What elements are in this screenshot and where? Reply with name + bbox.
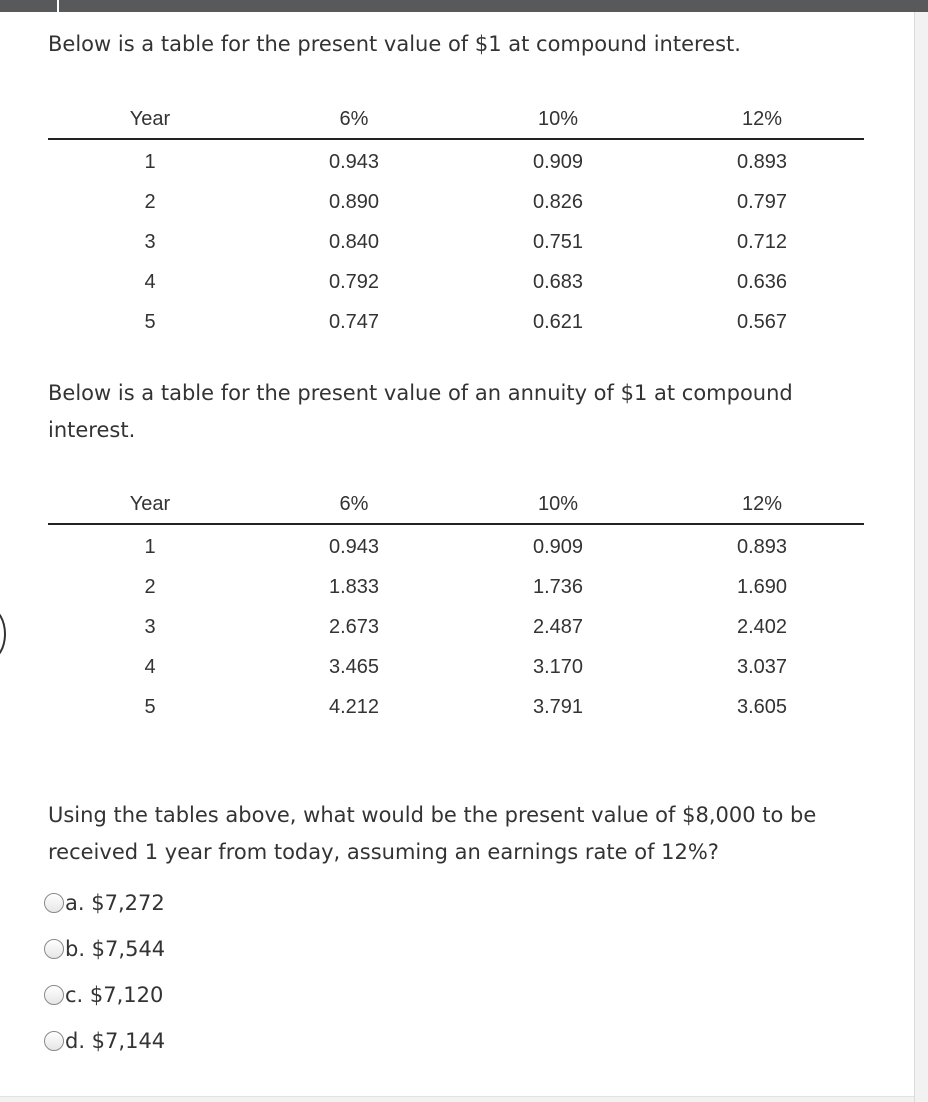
header-rate: 10% (537, 108, 579, 130)
option-label[interactable]: d. $7,144 (65, 1029, 166, 1053)
header-year: Year (129, 108, 171, 130)
header-rate: 6% (339, 108, 369, 130)
radio-button[interactable] (44, 893, 64, 913)
cell-value: 0.797 (736, 191, 788, 213)
cell-value: 0.621 (532, 311, 584, 333)
cell-value: 2.487 (532, 616, 584, 638)
cell-year: 5 (144, 311, 156, 333)
table-row (48, 300, 864, 340)
option-b[interactable] (44, 926, 165, 972)
annuity-table (48, 485, 864, 725)
option-a[interactable] (44, 880, 165, 926)
cell-value: 3.465 (328, 656, 380, 678)
header-rate: 10% (537, 493, 579, 515)
header-rate: 12% (741, 108, 783, 130)
cell-year: 3 (144, 616, 156, 638)
cell-value: 0.567 (736, 311, 788, 333)
cell-value: 4.212 (328, 696, 380, 718)
header-rate: 6% (339, 493, 369, 515)
cell-value: 0.712 (736, 231, 788, 253)
present-value-table (48, 100, 864, 340)
radio-button[interactable] (44, 939, 64, 959)
cell-year: 3 (144, 231, 156, 253)
header-year: Year (129, 493, 171, 515)
cell-value: 3.037 (736, 656, 788, 678)
cell-year: 4 (144, 656, 156, 678)
cell-value: 0.909 (532, 536, 584, 558)
cell-value: 2.402 (736, 616, 788, 638)
question-text: Using the tables above, what would be the present value of $8,000 to be received 1 year from today, assuming an earnings rate of 12%? (48, 803, 817, 864)
option-label[interactable]: a. $7,272 (65, 891, 165, 915)
cell-value: 0.943 (328, 536, 380, 558)
cell-value: 0.636 (736, 271, 788, 293)
cell-value: 0.893 (736, 151, 788, 173)
header-rate: 12% (741, 493, 783, 515)
top-bar (0, 0, 928, 12)
bottom-edge (0, 1096, 914, 1102)
table-row (48, 645, 864, 685)
option-d[interactable] (44, 1018, 165, 1064)
cell-value: 2.673 (328, 616, 380, 638)
table-row (48, 685, 864, 725)
top-bar-divider (57, 0, 59, 12)
cell-value: 0.893 (736, 536, 788, 558)
table-row (48, 525, 864, 565)
option-c[interactable] (44, 972, 165, 1018)
left-edge-arc (0, 608, 6, 660)
radio-button[interactable] (44, 985, 64, 1005)
cell-value: 0.890 (328, 191, 380, 213)
cell-value: 3.170 (532, 656, 584, 678)
cell-value: 1.833 (328, 576, 380, 598)
cell-value: 0.751 (532, 231, 584, 253)
table-row (48, 220, 864, 260)
table-header (48, 485, 864, 525)
table-row (48, 140, 864, 180)
table-row (48, 260, 864, 300)
cell-year: 1 (144, 151, 156, 173)
answer-options (44, 880, 165, 1064)
cell-value: 3.605 (736, 696, 788, 718)
cell-year: 2 (144, 191, 156, 213)
cell-year: 5 (144, 696, 156, 718)
cell-value: 0.747 (328, 311, 380, 333)
scrollbar-track[interactable] (914, 12, 928, 1102)
table-row (48, 565, 864, 605)
intro-annuity: Below is a table for the present value of an annuity of $1 at compound interest. (48, 381, 793, 442)
cell-value: 3.791 (532, 696, 584, 718)
cell-value: 1.690 (736, 576, 788, 598)
table-row (48, 605, 864, 645)
cell-value: 0.826 (532, 191, 584, 213)
cell-value: 0.840 (328, 231, 380, 253)
cell-value: 0.792 (328, 271, 380, 293)
cell-year: 2 (144, 576, 156, 598)
cell-value: 1.736 (532, 576, 584, 598)
radio-button[interactable] (44, 1031, 64, 1051)
table-row (48, 180, 864, 220)
option-label[interactable]: b. $7,544 (65, 937, 166, 961)
intro-present-value: Below is a table for the present value of $1 at compound interest. (48, 32, 741, 56)
cell-year: 1 (144, 536, 156, 558)
option-label[interactable]: c. $7,120 (65, 983, 164, 1007)
cell-value: 0.909 (532, 151, 584, 173)
cell-value: 0.943 (328, 151, 380, 173)
cell-value: 0.683 (532, 271, 584, 293)
table-header (48, 100, 864, 140)
cell-year: 4 (144, 271, 156, 293)
